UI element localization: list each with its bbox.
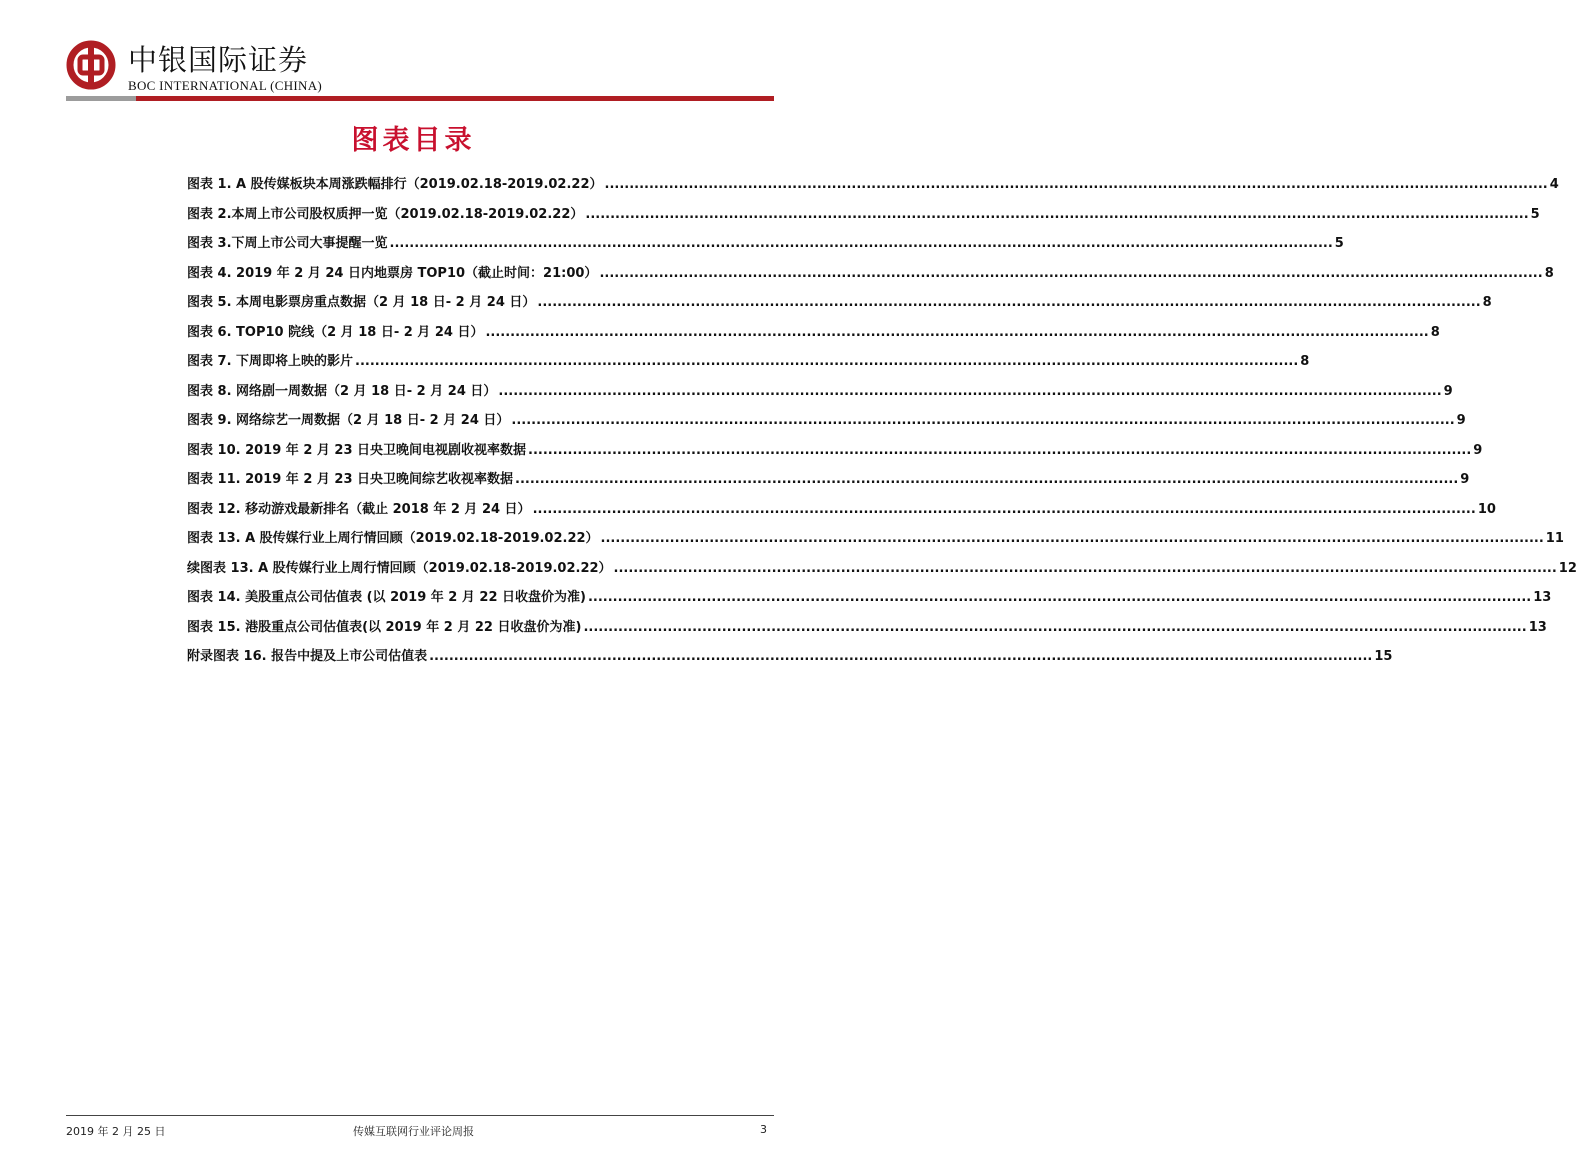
toc-entry-title: 图表 2.本周上市公司股权质押一览（2019.02.18-2019.02.22） (187, 206, 584, 222)
toc-entry-title: 图表 5. 本周电影票房重点数据（2 月 18 日- 2 月 24 日） (187, 295, 536, 310)
toc-dot-leader (390, 236, 1333, 251)
footer-date: 2019 年 2 月 25 日 (66, 1125, 166, 1138)
toc-dot-leader (429, 649, 1372, 664)
toc-entry[interactable] (187, 291, 1492, 321)
toc-entry-title: 图表 4. 2019 年 2 月 24 日内地票房 TOP10（截止时间：21:00） (187, 265, 598, 281)
toc-dot-leader (601, 531, 1544, 546)
toc-entry-page: 9 (1460, 472, 1470, 487)
toc-entry[interactable] (187, 498, 1496, 528)
toc-entry-page: 4 (1549, 177, 1559, 192)
footer-page-number: 3 (760, 1123, 767, 1136)
toc-entry[interactable] (187, 557, 1577, 587)
toc-entry[interactable] (187, 468, 1470, 498)
toc-entry-title: 图表 10. 2019 年 2 月 23 日央卫晚间电视剧收视率数据 (187, 442, 527, 458)
toc-entry-title: 图表 3.下周上市公司大事提醒一览 (187, 236, 388, 251)
toc-entry-title: 图表 7. 下周即将上映的影片 (187, 354, 354, 369)
toc-dot-leader (498, 384, 1441, 399)
header-rule-gray (66, 96, 136, 101)
toc-entry-page: 9 (1456, 413, 1466, 428)
toc-entry[interactable] (187, 173, 1559, 203)
toc-entry-title: 图表 8. 网络剧一周数据（2 月 18 日- 2 月 24 日） (187, 383, 497, 399)
toc-entry-title: 附录图表 16. 报告中提及上市公司估值表 (187, 649, 428, 664)
toc-dot-leader (583, 620, 1526, 635)
toc-entry-page: 9 (1443, 383, 1453, 399)
toc-entry[interactable] (187, 439, 1483, 469)
toc-entry-title: 图表 15. 港股重点公司估值表(以 2019 年 2 月 22 日收盘价为准) (187, 619, 582, 635)
toc-entry-page: 8 (1430, 324, 1440, 340)
toc-entry-page: 15 (1374, 649, 1393, 664)
toc-entry[interactable] (187, 350, 1310, 380)
toc-dot-leader (585, 207, 1528, 222)
toc-entry-page: 8 (1482, 295, 1492, 310)
toc-dot-leader (511, 413, 1454, 428)
brand-name-en: BOC INTERNATIONAL (CHINA) (128, 78, 323, 93)
toc-title: 图表目录 (351, 125, 476, 156)
toc-dot-leader (605, 177, 1548, 192)
toc-entry-page: 8 (1300, 354, 1310, 369)
toc-entry-page: 8 (1544, 265, 1554, 281)
toc-entry-title: 图表 12. 移动游戏最新排名（截止 2018 年 2 月 24 日） (187, 501, 531, 517)
toc-dot-leader (355, 354, 1298, 369)
toc-entry-page: 12 (1558, 560, 1577, 576)
toc-dot-leader (599, 266, 1542, 281)
toc-entry-page: 9 (1473, 442, 1483, 458)
page-header (66, 38, 774, 102)
toc-dot-leader (528, 443, 1471, 458)
toc-entry[interactable] (187, 409, 1466, 439)
toc-entry[interactable] (187, 203, 1540, 233)
toc-dot-leader (614, 561, 1557, 576)
toc-dot-leader (515, 472, 1458, 487)
toc-entry[interactable] (187, 380, 1453, 410)
toc-entry-page: 5 (1530, 206, 1540, 222)
toc-dot-leader (533, 502, 1476, 517)
footer-rule (66, 1115, 774, 1116)
toc-entry-page: 13 (1533, 590, 1552, 605)
toc-entry[interactable] (187, 586, 1552, 616)
toc-entry-page: 5 (1334, 236, 1344, 251)
toc-entry-title: 图表 14. 美股重点公司估值表 (以 2019 年 2 月 22 日收盘价为准) (187, 590, 586, 605)
toc-entry-title: 续图表 13. A 股传媒行业上周行情回顾（2019.02.18-2019.02.22） (187, 560, 612, 576)
toc-entry[interactable] (187, 527, 1564, 557)
toc-list (187, 173, 1577, 675)
toc-entry-page: 11 (1545, 531, 1564, 546)
header-rule-red (136, 96, 774, 101)
toc-entry-title: 图表 13. A 股传媒行业上周行情回顾（2019.02.18-2019.02.22） (187, 531, 599, 546)
toc-entry[interactable] (187, 262, 1554, 292)
toc-entry[interactable] (187, 232, 1344, 262)
footer-report-title: 传媒互联网行业评论周报 (353, 1125, 474, 1138)
toc-entry[interactable] (187, 616, 1547, 646)
toc-dot-leader (537, 295, 1480, 310)
toc-entry-page: 10 (1477, 501, 1496, 517)
toc-entry-page: 13 (1528, 619, 1547, 635)
toc-dot-leader (588, 590, 1531, 605)
boc-logo-icon (66, 40, 116, 90)
toc-dot-leader (485, 325, 1428, 340)
toc-entry-title: 图表 11. 2019 年 2 月 23 日央卫晚间综艺收视率数据 (187, 472, 514, 487)
toc-entry[interactable] (187, 645, 1393, 675)
toc-entry[interactable] (187, 321, 1440, 351)
toc-entry-title: 图表 6. TOP10 院线（2 月 18 日- 2 月 24 日） (187, 324, 484, 340)
toc-entry-title: 图表 1. A 股传媒板块本周涨跌幅排行（2019.02.18-2019.02.22） (187, 177, 603, 192)
brand-name-cn: 中银国际证券 (128, 43, 309, 77)
toc-entry-title: 图表 9. 网络综艺一周数据（2 月 18 日- 2 月 24 日） (187, 413, 510, 428)
